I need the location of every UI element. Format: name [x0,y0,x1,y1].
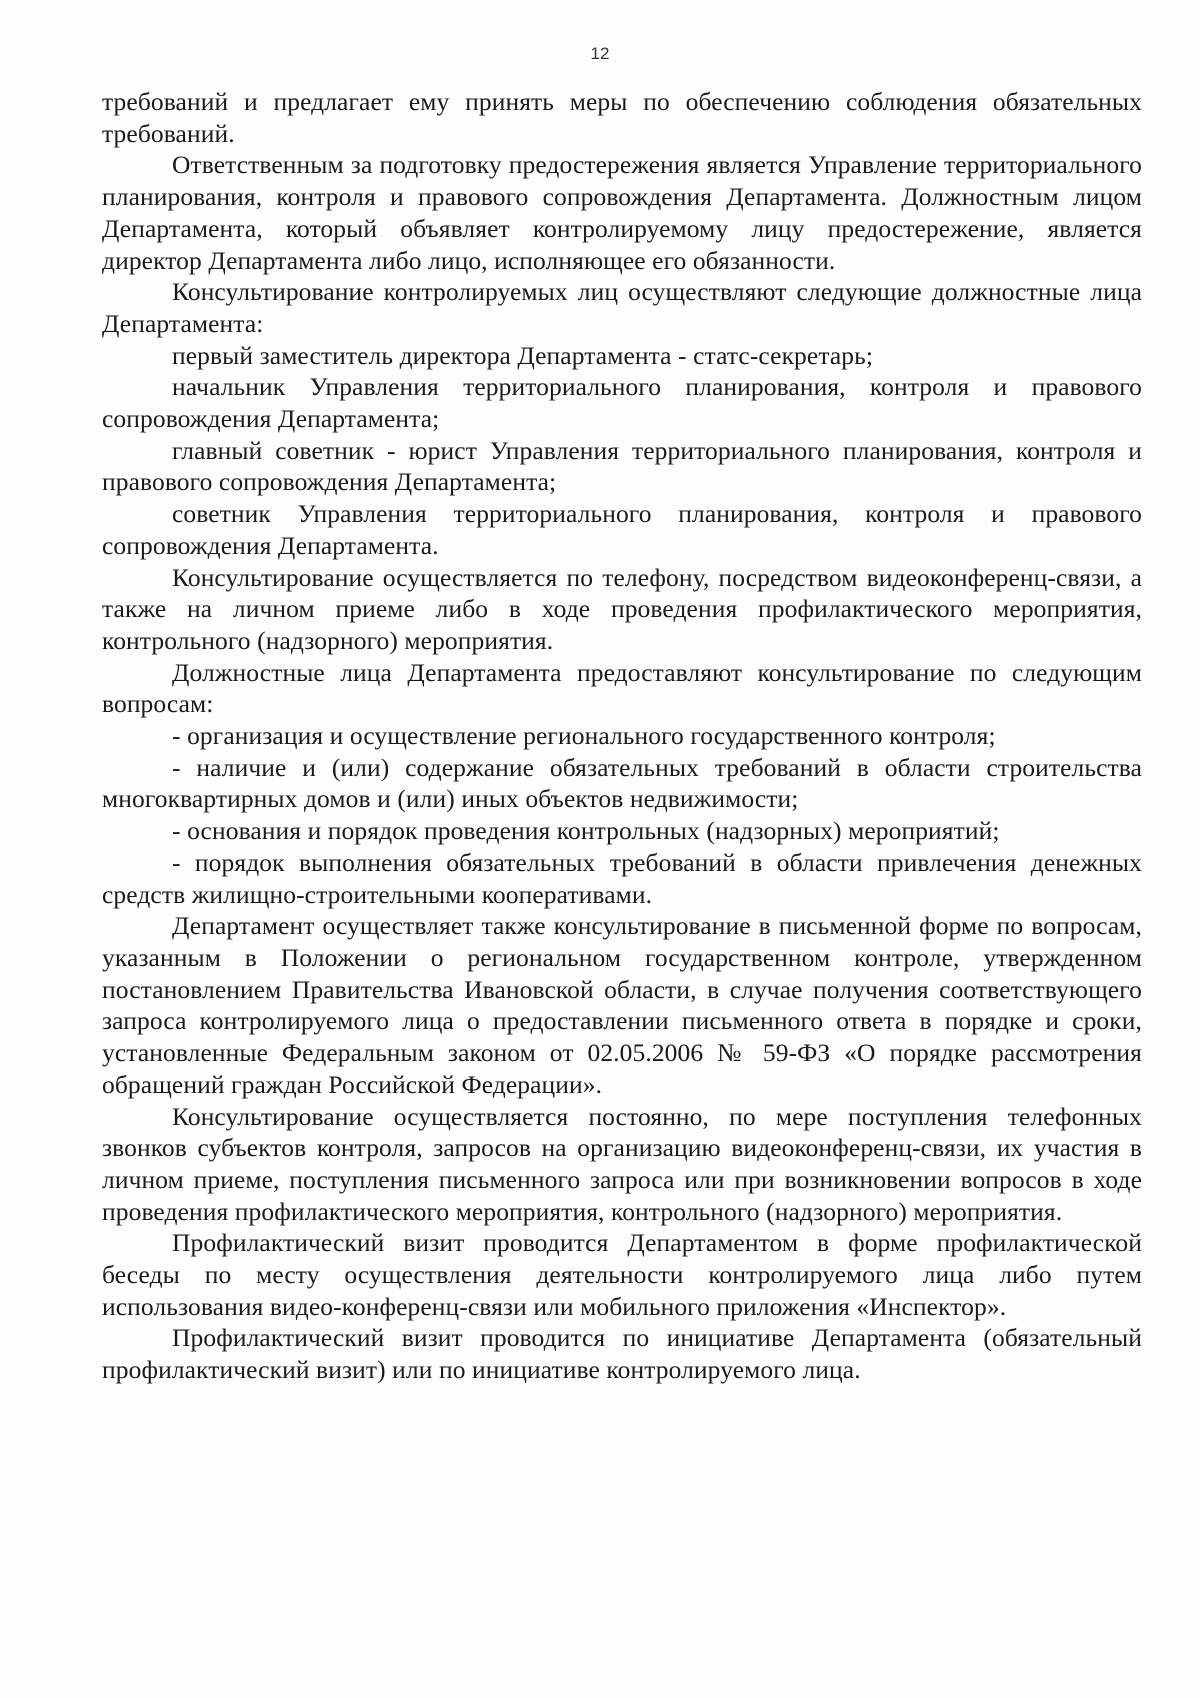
list-item: - порядок выполнения обязательных требований в области привлечения денежных средств жилищно-строительными кооперативами. [102,847,1142,909]
paragraph: Консультирование осуществляется постоянно, по мере поступления телефонных звонков субъектов контроля, запросов на организацию видеоконференц-связи, их участия в личном приеме, поступления письменного запроса или при возникновении вопросов в ходе проведения профилактического мероприятия, контрольного (надзорного) мероприятия. [102,1101,1142,1226]
paragraph: Консультирование осуществляется по телефону, посредством видеоконференц-связи, а также на личном приеме либо в ходе проведения профилактического мероприятия, контрольного (надзорного) мероприятия. [102,562,1142,655]
paragraph: Профилактический визит проводится по инициативе Департамента (обязательный профилактический визит) или по инициативе контролируемого лица. [102,1323,1142,1385]
paragraph: Департамент осуществляет также консультирование в письменной форме по вопросам, указанным в Положении о региональном государственном контроле, утвержденном постановлением Правительства Ивановской области, в случае получения соответствующего запроса контролируемого лица о предоставлении письменного ответа в порядке и сроки, установленные Федеральным законом от 02.05.2006 № 59-ФЗ «О порядке рассмотрения обращений граждан Российской Федерации». [102,911,1142,1099]
paragraph: Консультирование контролируемых лиц осуществляют следующие должностные лица Департамента: [102,277,1142,338]
list-item: советник Управления территориального планирования, контроля и правового сопровождения Департамента. [102,499,1142,560]
paragraph: требований и предлагает ему принять меры по обеспечению соблюдения обязательных требований. [102,87,1142,148]
page-number: 12 [590,44,610,63]
document-body [102,86,1142,1386]
list-item: главный советник - юрист Управления территориального планирования, контроля и правового сопровождения Департамента; [102,435,1142,497]
paragraph: Профилактический визит проводится Департаментом в форме профилактической беседы по месту осуществления деятельности контролируемого лица либо путем использования видео-конференц-связи или мобильного приложения «Инспектор». [102,1228,1142,1321]
list-item: - основания и порядок проведения контрольных (надзорных) мероприятий; [172,816,1000,846]
list-item: - организация и осуществление регионального государственного контроля; [172,721,996,751]
paragraph: Должностные лица Департамента предоставляют консультирование по следующим вопросам: [102,657,1142,719]
paragraph: Ответственным за подготовку предостережения является Управление территориального планирования, контроля и правового сопровождения Департамента. Должностным лицом Департамента, который объявляет контролируемому лицу предостережение, является директор Департамента либо лицо, исполняющее его обязанности. [102,150,1142,275]
list-item: начальник Управления территориального планирования, контроля и правового сопровождения Департамента; [102,372,1142,434]
list-item: - наличие и (или) содержание обязательных требований в области строительства многоквартирных домов и (или) иных объектов недвижимости; [102,752,1142,814]
list-item: первый заместитель директора Департамента - статс-секретарь; [172,340,874,370]
